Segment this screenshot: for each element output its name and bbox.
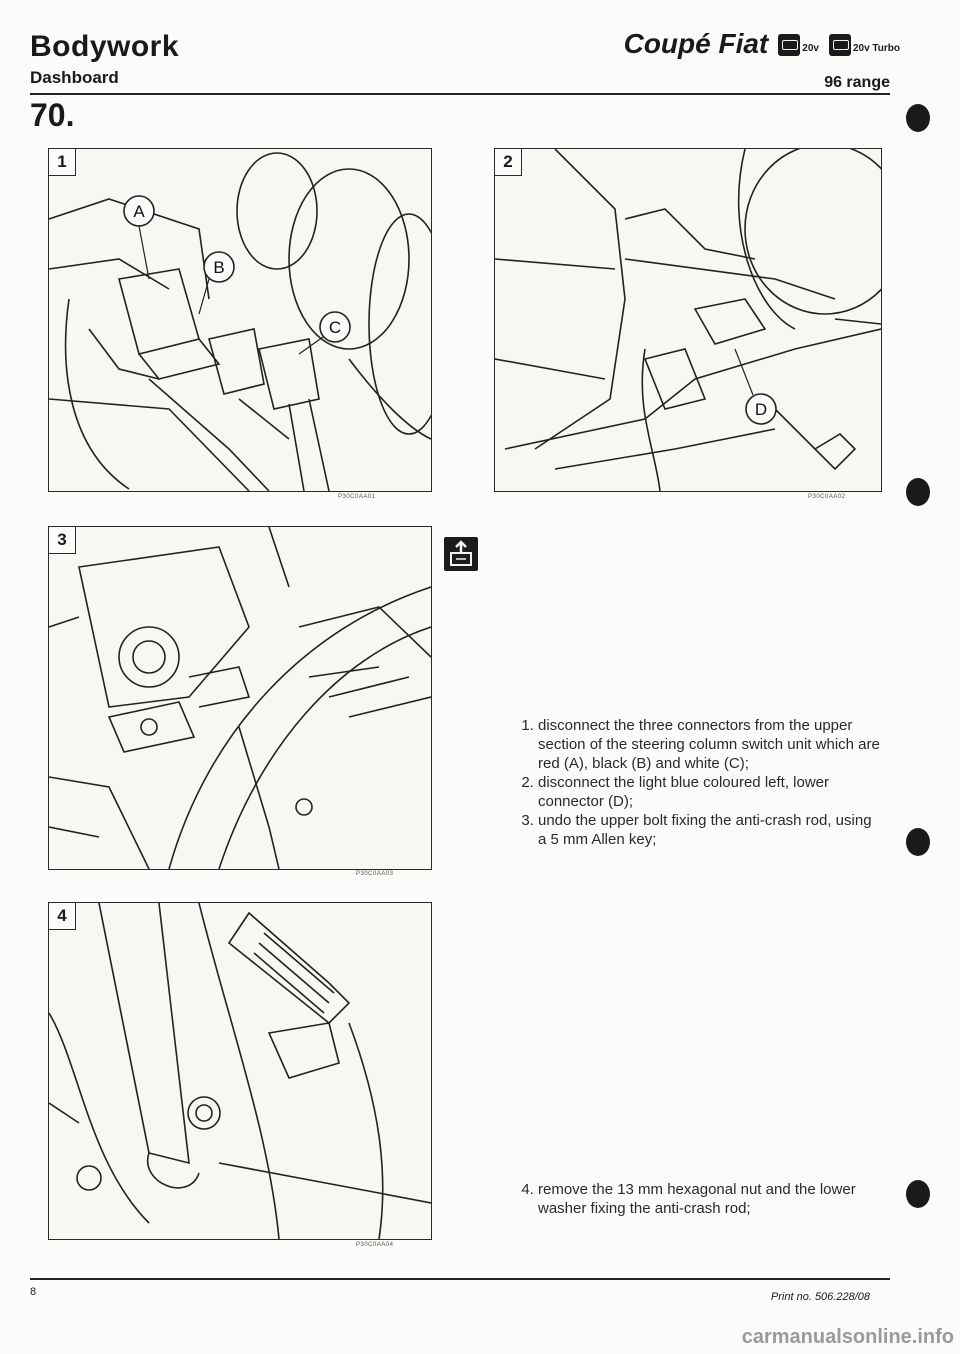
instruction-step-2: 2. disconnect the light blue coloured left, lower connector (D);: [538, 773, 884, 811]
figure-code: P30C0AA02: [808, 494, 846, 500]
figure-number: 2: [495, 149, 522, 176]
instruction-step-4: 4. remove the 13 mm hexagonal nut and the lower washer fixing the anti-crash rod;: [538, 1180, 884, 1218]
callout-c: C: [328, 318, 342, 337]
footer-rule: [30, 1278, 890, 1280]
engine-badge-1: [778, 34, 819, 56]
figure-number: 3: [49, 527, 76, 554]
step-number: 70.: [30, 97, 75, 133]
model-name: Coupé Fiat: [623, 28, 769, 59]
engine-icon: [778, 34, 800, 56]
engine-label-2: 20v Turbo: [852, 43, 900, 54]
page-number: 8: [30, 1286, 37, 1298]
figure-4-drawing: [49, 903, 431, 1239]
margin-dot: [906, 478, 930, 506]
callout-d: D: [754, 400, 768, 419]
figure-number: 1: [49, 149, 76, 176]
figure-number: 4: [49, 903, 76, 930]
margin-dot: [906, 1180, 930, 1208]
tool-icon: [444, 537, 478, 571]
instruction-list-2: [512, 1180, 884, 1218]
margin-dot: [906, 828, 930, 856]
model-header: [624, 28, 900, 60]
margin-dot: [906, 104, 930, 132]
figure-code: P30C0AA01: [338, 494, 376, 500]
watermark: carmanualsonline.info: [741, 1326, 954, 1348]
figure-1-drawing: [49, 149, 431, 491]
figure-1: [48, 148, 432, 492]
instruction-list-1: [512, 716, 884, 849]
figure-code: P30C0AA03: [356, 871, 394, 877]
engine-badge-2: [829, 34, 900, 56]
figure-4: [48, 902, 432, 1240]
figure-code: P30C0AA04: [356, 1242, 394, 1248]
figure-3-drawing: [49, 527, 431, 869]
engine-label-1: 20v: [802, 43, 819, 54]
sub-title: Dashboard: [30, 68, 119, 87]
print-number: Print no. 506.228/08: [770, 1291, 870, 1303]
instruction-step-1: 1. disconnect the three connectors from the upper section of the steering column switch unit which are red (A), black (B) and white (C);: [538, 716, 884, 773]
callout-a: A: [133, 202, 145, 221]
callout-b: B: [213, 258, 225, 277]
figure-2-drawing: [495, 149, 881, 491]
engine-icon: [829, 34, 851, 56]
range-label: 96 range: [824, 74, 890, 91]
figure-3: [48, 526, 432, 870]
instruction-step-3: 3. undo the upper bolt fixing the anti-crash rod, using a 5 mm Allen key;: [538, 811, 884, 849]
section-title: Bodywork: [30, 30, 180, 63]
figure-2: [494, 148, 882, 492]
header-rule: [30, 93, 890, 95]
